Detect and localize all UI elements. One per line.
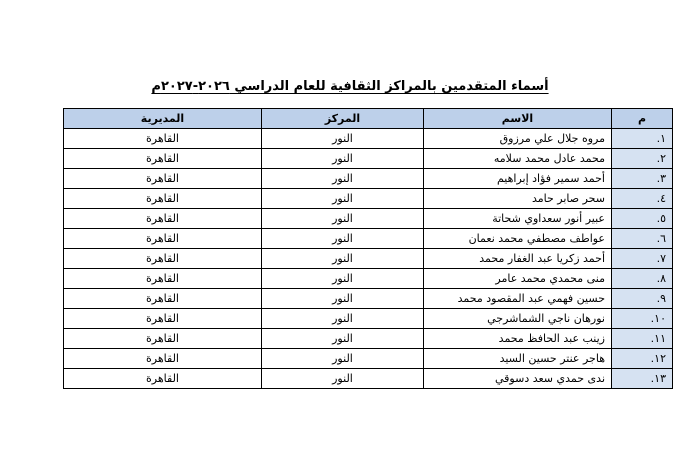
header-num: م <box>612 109 673 129</box>
row-number: ١٣. <box>612 369 673 389</box>
center-name: النور <box>262 369 424 389</box>
applicant-name: ندى حمدي سعد دسوقي <box>424 369 612 389</box>
directorate-name: القاهرة <box>64 349 262 369</box>
directorate-name: القاهرة <box>64 229 262 249</box>
document-title: أسماء المتقدمين بالمراكز الثقافية للعام الدراسي ٢٠٢٦-٢٠٢٧م <box>151 79 549 94</box>
row-number: ١٢. <box>612 349 673 369</box>
directorate-name: القاهرة <box>64 249 262 269</box>
table-row <box>64 129 673 149</box>
table-row <box>64 249 673 269</box>
directorate-name: القاهرة <box>64 149 262 169</box>
applicant-name: عواطف مصطفي محمد نعمان <box>424 229 612 249</box>
applicant-name: نورهان ناجي الشماشرجي <box>424 309 612 329</box>
table-row <box>64 349 673 369</box>
center-name: النور <box>262 269 424 289</box>
directorate-name: القاهرة <box>64 289 262 309</box>
row-number: ٧. <box>612 249 673 269</box>
center-name: النور <box>262 189 424 209</box>
table-row <box>64 329 673 349</box>
directorate-name: القاهرة <box>64 169 262 189</box>
header-name: الاسم <box>424 109 612 129</box>
applicant-name: زينب عبد الحافظ محمد <box>424 329 612 349</box>
row-number: ١١. <box>612 329 673 349</box>
row-number: ١٠. <box>612 309 673 329</box>
directorate-name: القاهرة <box>64 269 262 289</box>
directorate-name: القاهرة <box>64 309 262 329</box>
center-name: النور <box>262 309 424 329</box>
table-row <box>64 269 673 289</box>
row-number: ٩. <box>612 289 673 309</box>
directorate-name: القاهرة <box>64 369 262 389</box>
applicant-name: عبير أنور سعداوي شحاتة <box>424 209 612 229</box>
row-number: ٦. <box>612 229 673 249</box>
row-number: ٨. <box>612 269 673 289</box>
table-row <box>64 189 673 209</box>
applicant-name: أحمد سمير فؤاد إبراهيم <box>424 169 612 189</box>
row-number: ٥. <box>612 209 673 229</box>
applicants-table <box>63 108 673 389</box>
applicant-name: حسين فهمي عبد المقصود محمد <box>424 289 612 309</box>
table-header-row <box>64 109 673 129</box>
center-name: النور <box>262 229 424 249</box>
table-row <box>64 369 673 389</box>
table-row <box>64 209 673 229</box>
applicant-name: سحر صابر حامد <box>424 189 612 209</box>
row-number: ١. <box>612 129 673 149</box>
header-directorate: المديرية <box>64 109 262 129</box>
row-number: ٣. <box>612 169 673 189</box>
row-number: ٢. <box>612 149 673 169</box>
table-row <box>64 169 673 189</box>
center-name: النور <box>262 349 424 369</box>
directorate-name: القاهرة <box>64 209 262 229</box>
header-center: المركز <box>262 109 424 129</box>
center-name: النور <box>262 289 424 309</box>
table-row <box>64 229 673 249</box>
table-row <box>64 289 673 309</box>
directorate-name: القاهرة <box>64 329 262 349</box>
center-name: النور <box>262 209 424 229</box>
table-row <box>64 149 673 169</box>
applicant-name: منى محمدي محمد عامر <box>424 269 612 289</box>
applicant-name: مروه جلال علي مرزوق <box>424 129 612 149</box>
row-number: ٤. <box>612 189 673 209</box>
center-name: النور <box>262 249 424 269</box>
directorate-name: القاهرة <box>64 129 262 149</box>
center-name: النور <box>262 169 424 189</box>
applicant-name: هاجر عنتر حسين السيد <box>424 349 612 369</box>
center-name: النور <box>262 329 424 349</box>
applicant-name: محمد عادل محمد سلامه <box>424 149 612 169</box>
center-name: النور <box>262 129 424 149</box>
directorate-name: القاهرة <box>64 189 262 209</box>
applicant-name: أحمد زكريا عبد الغفار محمد <box>424 249 612 269</box>
table-row <box>64 309 673 329</box>
center-name: النور <box>262 149 424 169</box>
